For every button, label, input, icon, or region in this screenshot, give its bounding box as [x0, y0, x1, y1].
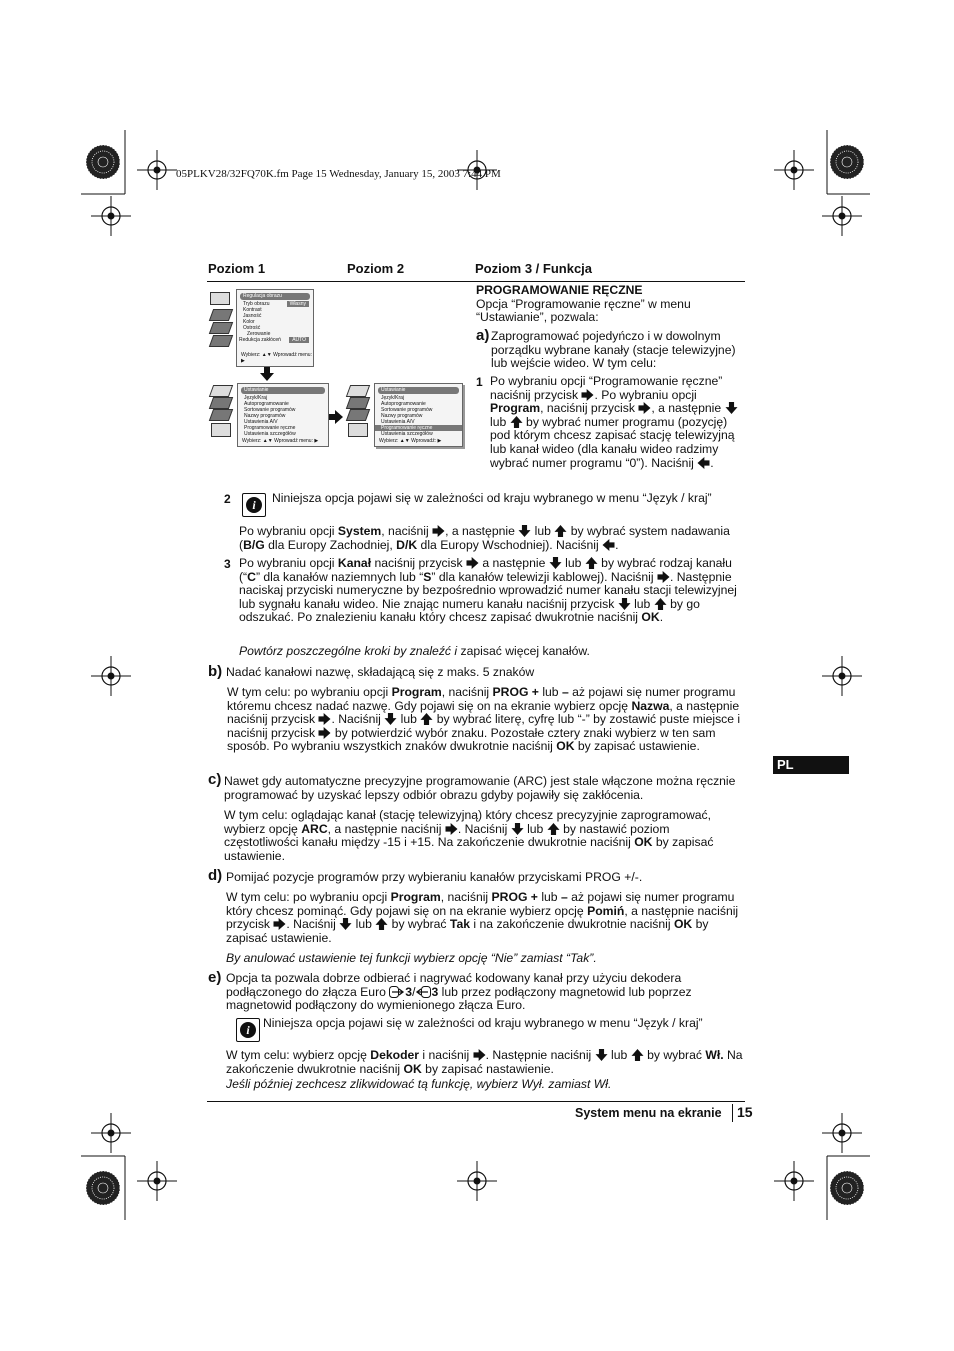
menu-item: Jasność: [243, 313, 262, 319]
column-level1: Poziom 1: [208, 261, 266, 276]
b-text: W tym celu: po wybraniu opcji Program, naciśnij PROG + lub – aż pojawi się numer programu któremu chcesz nadać nazwę. Gdy pojawi się on na ekranie wybierz opcję Nazwa, a następnie naciśnij przycisk . Naciśnij lub by wybrać literę, cyfrę lub “-” by zostawić puste miejsce i naciśnij przycisk by potwierdzić wybór znaku. Pozostałe cztery znaki wybierz w ten sam sposób. Po wybraniu wszystkich znaków dwukrotnie naciśnij OK by zapisać ustawienie.: [227, 685, 741, 754]
b-title: Nadać kanałowi nazwę, składającą się z maks. 5 znaków: [226, 665, 535, 679]
arrow-up-icon: [375, 918, 388, 930]
picture-mode-value: Własny: [287, 301, 309, 307]
info-icon: i: [236, 1018, 260, 1042]
arrow-down-icon: [725, 402, 738, 414]
step-3-number: 3: [224, 557, 231, 571]
menu-item: Tryb obrazu: [243, 301, 270, 307]
arrow-right-icon: [329, 410, 343, 424]
arrow-down-icon: [549, 557, 562, 569]
toolbox-icon: [211, 423, 231, 437]
bottom-rule: [207, 1101, 745, 1102]
menu-item-selected: Programowanie ręczne: [375, 425, 462, 431]
column-level3: Poziom 3 / Funkcja: [475, 261, 593, 276]
picture-menu-panel: [236, 289, 314, 367]
arrow-down-icon: [339, 918, 352, 930]
arrow-left-icon: [602, 539, 615, 551]
step-2-text: Po wybraniu opcji System, naciśnij , a następnie lub by wybrać system nadawania (B/G dla Europy Zachodniej, D/K dla Europy Wschodniej). Naciśnij .: [239, 524, 730, 552]
menu-icon: [346, 409, 370, 421]
setup-menu-title: Ustawianie: [241, 387, 325, 394]
step-1-text: Po wybraniu opcji “Programowanie ręczne” naciśnij przycisk . Po wybraniu opcji Program, naciśnij przycisk , a następnie lub by wybrać numer programu (pozycję) pod którym chcesz zapisać stację telewizyjną lub kanał wideo (dla kanału wideo radzimy wybrać numer programu “0”). Naciśnij .: [490, 375, 746, 470]
menu-item: Autoprogramowanie: [381, 401, 426, 407]
menu-icon: [209, 397, 233, 409]
setup-selected-menu-screen: [345, 383, 465, 453]
picture-menu-screen: [208, 289, 318, 369]
column-level2: Poziom 2: [347, 261, 405, 276]
noise-value: AUTO: [289, 337, 309, 343]
step-2-note: Niniejsza opcja pojawi się w zależności od kraju wybranego w menu “Język / kraj”: [272, 491, 712, 505]
setup-selected-menu-panel: [374, 383, 463, 447]
menu-item: Język/Kraj: [381, 395, 405, 401]
menu-item: Ustawienia szczegółów: [381, 431, 433, 437]
a-text: Zaprogramować pojedyńczo i w dowolnym porządku wybrane kanały (stacje telewizyjne) lub wejście wideo. W tym celu:: [491, 329, 736, 371]
toolbox-icon: [348, 423, 368, 437]
d-cancel-note: By anulować ustawienie tej funkcji wybierz opcję “Nie” zamiast “Tak”.: [226, 951, 597, 965]
menu-footer: Wybierz: ▲▼ Wprowadź menu: ▶: [242, 438, 319, 444]
menu-item: Autoprogramowanie: [244, 401, 289, 407]
menu-item: Ustawienia A/V: [381, 419, 415, 425]
picture-menu-title: Regulacja obrazu: [240, 293, 310, 300]
setup-menu-panel: [237, 383, 329, 447]
language-tab: PL: [773, 756, 849, 774]
c-title: Nawet gdy automatyczne precyzyjne programowanie (ARC) jest stale włączone można ręcznie programować by uzyskać lepszy odbiór obrazu gdyby pojawiły się zakłócenia.: [224, 774, 736, 802]
arrow-right-icon: [473, 1049, 486, 1061]
euro-input-icon: [389, 986, 405, 998]
menu-item: Sortowanie programów: [381, 407, 433, 413]
footer-separator: [732, 1104, 733, 1122]
top-rule: [207, 281, 745, 282]
arrow-right-icon: [581, 389, 594, 401]
e-title: Opcja ta pozwala dobrze odbierać i nagrywać kodowany kanał przy użyciu dekodera podłączonego do złącza Euro 3/ 3 lub przez podłączony magnetowid lub poprzez magnetowid podłączony do wymienionego złącza Euro.: [226, 971, 692, 1013]
section-title: PROGRAMOWANIE RĘCZNE: [476, 283, 643, 297]
arrow-right-icon: [657, 571, 670, 583]
menu-item: Sortowanie programów: [244, 407, 296, 413]
menu-item: Programowanie ręczne: [244, 425, 296, 431]
menu-item: Ostrość: [243, 325, 261, 331]
menu-icon: [346, 385, 370, 397]
picture-icon: [210, 292, 230, 305]
arrow-up-icon: [554, 525, 567, 537]
arrow-right-icon: [445, 823, 458, 835]
setup-menu-title: Ustawianie: [378, 387, 459, 394]
arrow-right-icon: [318, 713, 331, 725]
arrow-down-icon: [618, 598, 631, 610]
menu-item: Kontrast: [243, 307, 262, 313]
menu-icon: [209, 309, 233, 321]
letter-a: a): [476, 327, 490, 344]
menu-item: Kolor: [243, 319, 255, 325]
menu-icon: [346, 397, 370, 409]
arrow-right-icon: [318, 727, 331, 739]
menu-item: Zerowanie: [247, 331, 271, 337]
menu-item: Redukcja zakłóceń: [239, 337, 281, 343]
arrow-right-icon: [432, 525, 445, 537]
arrow-down-icon: [384, 713, 397, 725]
step-2-number: 2: [224, 492, 231, 506]
arrow-up-icon: [420, 713, 433, 725]
menu-icon: [209, 335, 233, 347]
arrow-up-icon: [654, 598, 667, 610]
menu-footer: Wybierz: ▲▼ Wprowadź: ▶: [379, 438, 442, 444]
arrow-right-icon: [638, 402, 651, 414]
step-3-text: Po wybraniu opcji Kanał naciśnij przycisk a następnie lub by wybrać rodzaj kanału (“C” dla kanałów naziemnych lub “S” dla kanałów telewizji kablowej). Naciśnij . Następnie naciskaj przyciski numeryczne by bezpośrednio wprowadzić numer kanału stacji telewizyjnej lub sygnału kanału wideo. Nie znając numeru kanału naciśnij przycisk lub by go odszukać. Po znalezieniu kanału który chcesz zapisać dwukrotnie naciśnij OK.: [239, 556, 737, 625]
letter-d: d): [208, 867, 223, 884]
info-icon: i: [242, 493, 266, 517]
e-text: W tym celu: wybierz opcję Dekoder i naciśnij . Następnie naciśnij lub by wybrać Wł. Na zakończenie dwukrotnie naciśnij OK by zapisać nastawienie.: [226, 1048, 743, 1076]
e-italic-note: Jeśli później zechcesz zlikwidować tą funkcję, wybierz Wył. zamiast Wł.: [226, 1077, 612, 1091]
letter-c: c): [208, 771, 222, 788]
footer-section-label: System menu na ekranie: [575, 1106, 722, 1120]
arrow-up-icon: [631, 1049, 644, 1061]
menu-item: Nazwy programów: [244, 413, 286, 419]
menu-item: Język/Kraj: [244, 395, 268, 401]
arrow-down-icon: [595, 1049, 608, 1061]
file-header: 05PLKV28/32FQ70K.fm Page 15 Wednesday, January 15, 2003 7:44 PM: [176, 168, 501, 180]
step-1-number: 1: [476, 375, 483, 389]
letter-e: e): [208, 969, 222, 986]
d-text: W tym celu: po wybraniu opcji Program, naciśnij PROG + lub – aż pojawi się numer programu który chcesz pominąć. Gdy pojawi się on na ekranie wybierz opcję Pomiń, a następnie naciśnij przycisk . Naciśnij lub by wybrać Tak i na zakończenie dwukrotnie naciśnij OK by zapisać ustawienie.: [226, 890, 739, 945]
arrow-right-icon: [466, 557, 479, 569]
arrow-down-icon: [260, 367, 274, 381]
e-note: Niniejsza opcja pojawi się w zależności od kraju wybranego w menu “Język / kraj”: [263, 1016, 703, 1030]
menu-item: Ustawienia A/V: [244, 419, 278, 425]
page-number: 15: [737, 1104, 753, 1120]
repeat-note: Powtórz poszczególne kroki by znaleźć i zapisać więcej kanałów.: [239, 644, 590, 658]
menu-item: Ustawienia szczegółów: [244, 431, 296, 437]
menu-item: Nazwy programów: [381, 413, 423, 419]
arrow-up-icon: [547, 823, 560, 835]
menu-footer: Wybierz: ▲▼ Wprowadź menu: ▶: [241, 352, 312, 364]
arrow-up-icon: [585, 557, 598, 569]
menu-icon: [209, 409, 233, 421]
c-text: W tym celu: oglądając kanał (stację telewizyjną) który chcesz precyzyjnie zaprogramować, wybierz opcję ARC, a następnie naciśnij . Naciśnij lub by nastawić poziom częstotliwości kanału między -15 i +15. Na zakończenie dwukrotnie naciśnij OK by zapisać ustawienie.: [224, 808, 714, 863]
menu-icon: [209, 322, 233, 334]
arrow-down-icon: [511, 823, 524, 835]
euro-output-icon: [415, 986, 431, 998]
arrow-left-icon: [697, 457, 710, 469]
letter-b: b): [208, 663, 223, 680]
arrow-right-icon: [273, 918, 286, 930]
setup-menu-screen: [208, 383, 330, 449]
arrow-down-icon: [518, 525, 531, 537]
arrow-up-icon: [510, 416, 523, 428]
section-block: [476, 284, 746, 325]
menu-icon: [209, 385, 233, 397]
d-title: Pomijać pozycje programów przy wybieraniu kanałów przyciskami PROG +/-.: [226, 870, 643, 884]
intro-text: Opcja “Programowanie ręczne” w menu “Ustawianie”, pozwala:: [476, 296, 691, 325]
